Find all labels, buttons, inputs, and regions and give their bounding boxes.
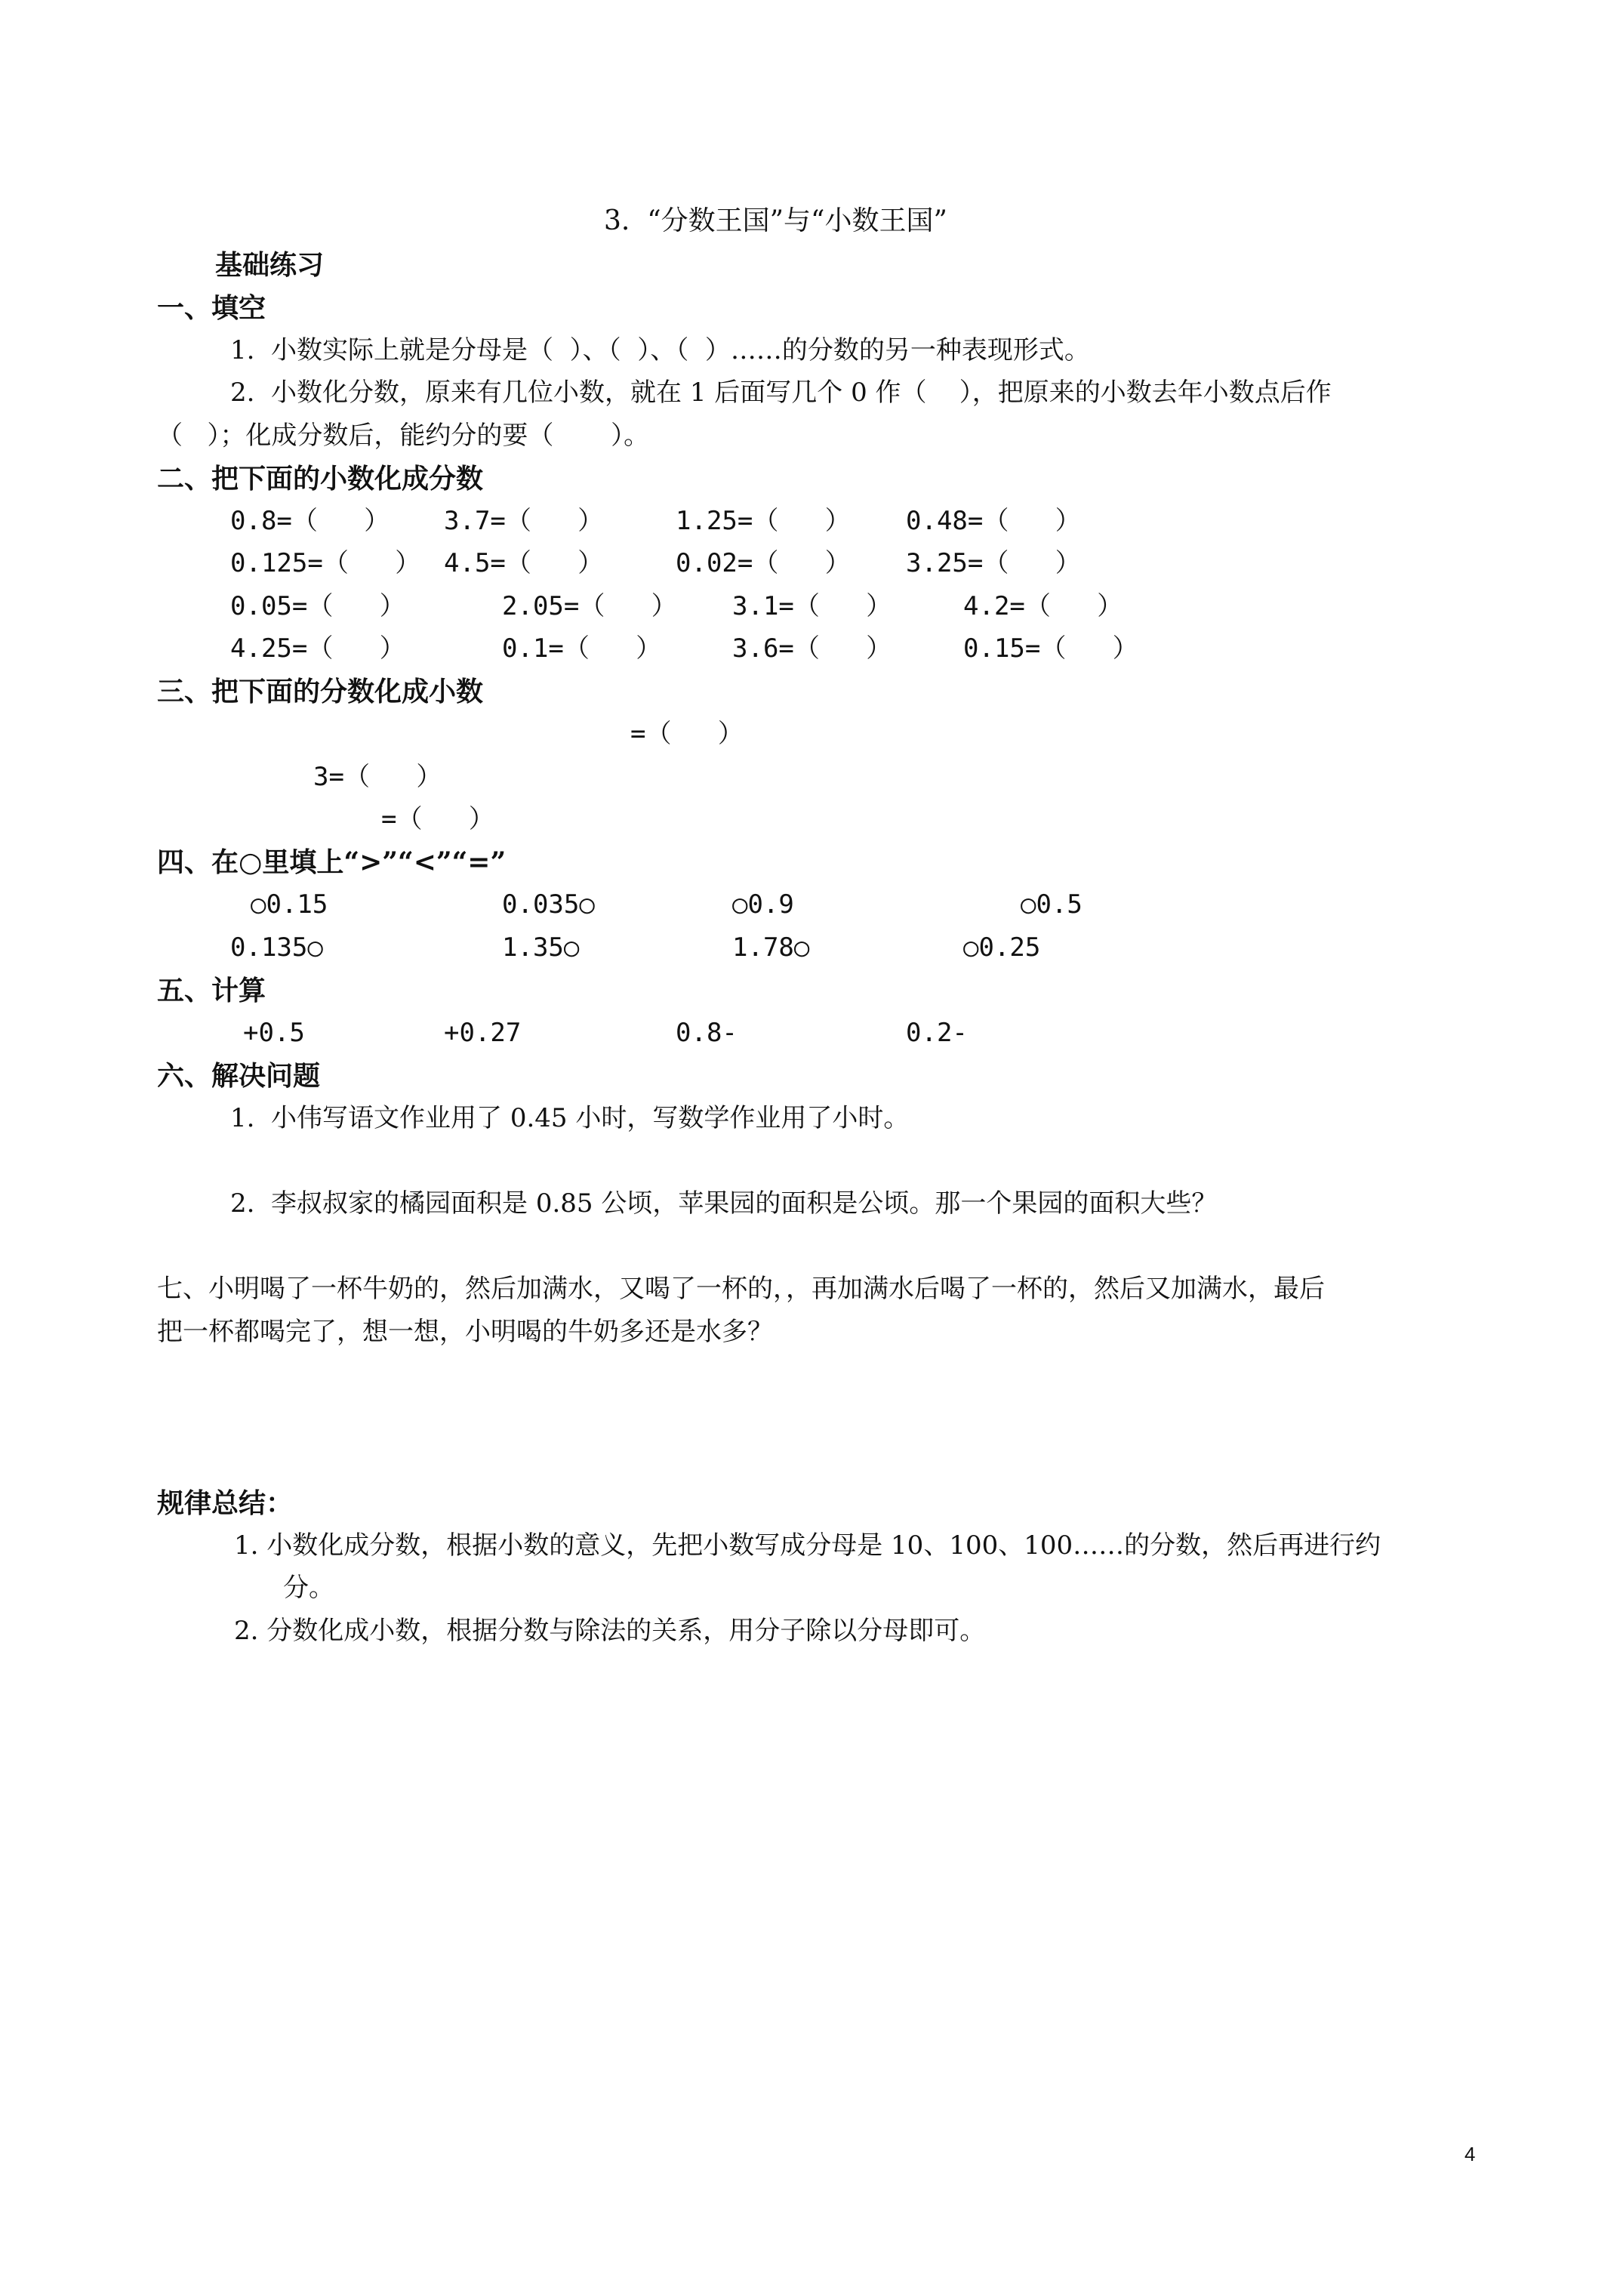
compare-item: 0.035○ [502, 889, 595, 920]
section-1-question-2-line-1: 2. 小数化分数，原来有几位小数，就在 1 后面写几个 0 作（ ），把原来的小数去年小数点后作 [230, 378, 1332, 408]
subtitle: 基础练习 [215, 249, 325, 281]
section-5-heading: 五、计算 [157, 975, 266, 1006]
calc-item: +0.5 [243, 1018, 305, 1048]
decimal-item: 0.02=（ ） [676, 548, 851, 578]
page-title: 3. “分数王国”与“小数王国” [604, 205, 947, 236]
decimal-item: 0.8=（ ） [230, 506, 390, 536]
calc-item: +0.27 [444, 1018, 522, 1048]
decimal-item: 3.6=（ ） [732, 633, 892, 664]
decimal-item: 0.1=（ ） [502, 633, 662, 664]
fraction-item: =（ ） [381, 804, 494, 834]
compare-item: ○0.9 [732, 889, 794, 920]
page-number: 4 [1464, 2143, 1476, 2165]
summary-heading: 规律总结： [157, 1487, 294, 1519]
compare-item: ○0.5 [1021, 889, 1083, 920]
decimal-item: 0.05=（ ） [230, 591, 405, 621]
compare-item: 0.135○ [230, 932, 323, 963]
decimal-item: 4.5=（ ） [444, 548, 604, 578]
compare-item: 1.78○ [732, 932, 810, 963]
decimal-item: 0.48=（ ） [906, 506, 1081, 536]
section-6-question-1: 1. 小伟写语文作业用了 0.45 小时，写数学作业用了小时。 [230, 1103, 910, 1133]
calc-item: 0.2- [906, 1018, 968, 1048]
section-1-question-2-line-2: （ ）；化成分数后，能约分的要（ ）。 [157, 421, 650, 451]
decimal-item: 0.15=（ ） [963, 633, 1138, 664]
section-7-line-1: 七、小明喝了一杯牛奶的，然后加满水，又喝了一杯的，，再加满水后喝了一杯的，然后又加满水，最后 [157, 1274, 1325, 1304]
decimal-item: 2.05=（ ） [502, 591, 677, 621]
decimal-item: 0.125=（ ） [230, 548, 421, 578]
decimal-item: 3.25=（ ） [906, 548, 1081, 578]
section-3-heading: 三、把下面的分数化成小数 [157, 676, 484, 707]
compare-item: ○0.15 [251, 889, 328, 920]
section-6-heading: 六、解决问题 [157, 1060, 321, 1092]
decimal-item: 4.2=（ ） [963, 591, 1123, 621]
fraction-item: 3=（ ） [313, 762, 442, 792]
summary-point-1: 1. 小数化成分数，根据小数的意义，先把小数写成分母是 10、100、100……的分数，然后再进行约 [234, 1530, 1381, 1561]
calc-item: 0.8- [676, 1018, 738, 1048]
fraction-item: =（ ） [630, 719, 744, 749]
decimal-item: 4.25=（ ） [230, 633, 405, 664]
decimal-item: 3.7=（ ） [444, 506, 604, 536]
section-4-heading: 四、在○里填上“>”“<”“=” [157, 846, 507, 878]
compare-item: ○0.25 [963, 932, 1041, 963]
section-1-question-1: 1. 小数实际上就是分母是（ ）、（ ）、（ ）……的分数的另一种表现形式。 [230, 335, 1090, 365]
section-2-heading: 二、把下面的小数化成分数 [157, 463, 484, 495]
summary-point-2: 2. 分数化成小数，根据分数与除法的关系，用分子除以分母即可。 [234, 1616, 986, 1646]
decimal-item: 3.1=（ ） [732, 591, 892, 621]
section-1-heading: 一、填空 [157, 292, 266, 324]
section-6-question-2: 2. 李叔叔家的橘园面积是 0.85 公顷，苹果园的面积是公顷。那一个果园的面积大些？ [230, 1188, 1218, 1219]
decimal-item: 1.25=（ ） [676, 506, 851, 536]
section-7-line-2: 把一杯都喝完了，想一想，小明喝的牛奶多还是水多？ [157, 1317, 773, 1347]
summary-point-1-continued: 分。 [283, 1573, 334, 1603]
compare-item: 1.35○ [502, 932, 580, 963]
